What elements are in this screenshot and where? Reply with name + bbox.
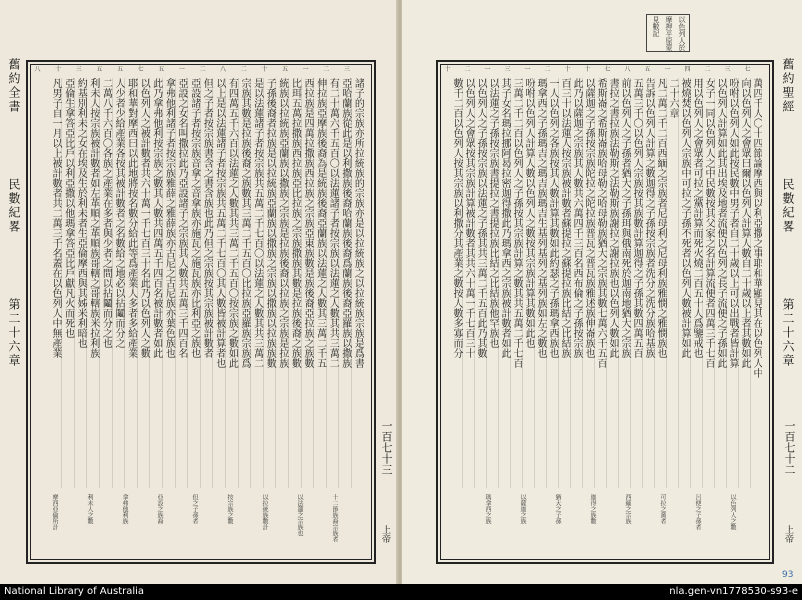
right-ledger-mark: 八 [624, 66, 631, 73]
column-rule [187, 78, 188, 488]
left-ledger-mark: 十 [261, 66, 268, 73]
left-text-column: 統族以拉統族亞蘭族以撒族之宗族是拉族後裔以拉族之宗族是拉族 [276, 78, 288, 368]
left-text-column: 亞設諸子者按宗族音拿之音拿族亦施瓦之施瓦族亦比利亞之族也 [188, 78, 200, 358]
right-book-title: 舊約聖經 [781, 58, 795, 114]
left-text-column: 有二十萬六千五百〇以法蓮諸子者按宗族以法蓮之人數其共三萬二 [327, 78, 339, 368]
left-chapter-title: 第二十六章 [7, 298, 21, 368]
scan-page-number: 93 [782, 570, 794, 580]
right-text-frame [436, 60, 774, 564]
column-rule [301, 78, 302, 488]
column-rule [212, 78, 213, 488]
box-note-line: 摩押平原蒙 [665, 16, 673, 51]
right-text-column: 瑪拿西之子孫瑪吉之瑪吉族瑪吉生基列基列之基列族如左之數也 [535, 78, 546, 358]
right-note-column: 猶大之子孫 [554, 494, 561, 524]
column-rule [61, 78, 62, 488]
left-folio: 一百七十三 [380, 420, 393, 475]
column-rule [338, 78, 339, 488]
right-text-column: 其子女名瑪拉挪阿曷拉密迦得撒此乃瑪拿西之宗族被計數者如此 [499, 78, 510, 358]
left-book-title: 舊約全書 [7, 58, 21, 114]
left-ledger-mark: 二 [323, 66, 330, 73]
right-note-column: 以薩迦之族 [519, 494, 526, 524]
left-ledger-mark: 八 [220, 66, 227, 73]
left-ledger-mark: 五 [96, 66, 103, 73]
left-text-column: 拿弗他利諸子者按宗族雅薛之雅薛族亦古尼之古尼族亦葉色族也 [163, 78, 175, 358]
column-rule [124, 78, 125, 488]
column-rule [275, 78, 276, 488]
column-rule [313, 78, 314, 488]
column-rule [162, 78, 163, 488]
left-section-title: 民數紀畧 [7, 178, 21, 234]
right-text-column: 數千二百以色列人按其宗族以利撒分其產業之數按人數多寡而分 [451, 78, 462, 358]
left-text-column: 宗族其數是拉族後裔之族數其三萬二千五百〇比拉族亞羅族宗族爲 [239, 78, 250, 368]
left-text-column: 有四萬五千六百以法蓮之人數其共三萬二千五百〇按宗族之數如此 [226, 78, 238, 368]
right-note-column: 瑪拿西之族 [484, 494, 491, 524]
right-ledger-mark: 一 [524, 66, 531, 73]
right-text-column: 前以色列人之子孫者猶大之子孫珥與俄南死於迦南地猶大之宗族 [619, 78, 630, 358]
left-note-column: 十二節族裔宗族者 [331, 494, 338, 542]
left-text-column: 耶和華對摩西曰以此地將按名數分給此等爲產業人多者多給產業 [125, 78, 137, 358]
left-note-column: 但之子孫者 [191, 494, 198, 524]
column-rule [288, 78, 289, 488]
right-text-column: 告訴以色列人計算之數迦得之子孫按宗族者洗分之洗分族哈基族 [643, 78, 654, 358]
left-ledger-mark: 十 [55, 66, 62, 73]
left-ledger-mark: 一 [302, 66, 309, 73]
left-ledger-mark: 五 [116, 66, 123, 73]
left-ledger-mark: 二 [240, 66, 247, 73]
right-text-column: 吩咐以色列人如此按民數中男子者自二十歲以上可以出戰者皆計算 [727, 78, 738, 368]
right-page [402, 0, 802, 584]
left-text-column: 利未人按宗族被計數者如左革順之革順族哥轄之哥轄族米拉利族 [87, 78, 99, 358]
left-note-column: 以拉統族數計 [261, 494, 268, 530]
left-text-column: 西拉族是四萬拉撒族西拉族之宗族亞東族數是族後裔亞拉族之族數 [302, 78, 313, 368]
left-note-column: 摩西亞倫所計 [51, 494, 58, 530]
left-note-column: 拿弗他利族 [121, 494, 128, 524]
right-ledger-mark: 一 [664, 66, 671, 73]
left-text-frame [26, 60, 376, 564]
right-note-column: 呂便之子孫者 [694, 494, 701, 530]
right-ledger-mark: 二 [704, 66, 711, 73]
left-text-column: 亞設之女名叫撒拉此乃亞設諸子之宗族其人數共五萬三千四百名 [176, 78, 187, 358]
right-ledger-mark: 十 [564, 66, 571, 73]
right-note-column: 西緬之宗族 [624, 494, 631, 524]
left-ledger-mark: 三 [343, 66, 350, 73]
left-text-column: 是以法蓮諸子者按宗族共五萬二千七百〇以法蓮之人數其共三萬二 [251, 78, 263, 368]
right-note-column: 迦得之族數 [589, 494, 596, 524]
right-chapter-title: 第二十六章 [781, 298, 795, 368]
left-text-column: 約基別利未之女在埃及生於利未者生亞倫摩西與其姊米利暗也 [75, 78, 87, 348]
left-page [0, 0, 398, 584]
right-footnotes [448, 494, 762, 556]
right-text-column: 希斯崙之希斯崙族哈母勒之哈母勒族猶大之宗族其數七萬六千五百 [595, 78, 606, 368]
column-rule [250, 78, 251, 488]
right-text-column: 以色列人之會眾按其宗族計算被計數者其共六十萬一千七百三十 [463, 78, 474, 358]
left-text-column: 二萬八千六百〇各族之產業在多者與少者之間以拈鬮而分之也 [100, 78, 112, 348]
right-text-column: 以薩迦之子孫按宗族陀拉之陀拉族普瓦之普瓦族雅述族伸崙族也 [583, 78, 594, 358]
column-rule [112, 78, 113, 488]
right-text-column: 以色列人計算如此其出埃及地者流便以色列之長子流便之子孫如此 [715, 78, 726, 368]
left-ledger-mark: 七 [137, 66, 144, 73]
left-text-column: 以色列人之被計數者共六十萬一千七百三十名此乃以色列人之數 [138, 78, 150, 358]
right-ledger-mark: 十 [584, 66, 591, 73]
left-text-column: 凡男子自一月以上被計數者共二萬三千名蓋在以色列人中無產業 [50, 78, 61, 358]
column-rule [86, 78, 87, 488]
left-ledger-mark: 八 [34, 66, 41, 73]
right-text-column: 被燒焚以色列人宗族中可拉之子孫不死者以色列人數被計算如此 [679, 78, 690, 358]
right-ledger-mark: 七 [744, 66, 751, 73]
column-rule [225, 78, 226, 488]
left-ledger-mark: 五 [281, 66, 288, 73]
right-text-column: 二十六章 [667, 78, 678, 118]
left-note-column: 以法蓮之宗族也 [296, 494, 303, 536]
right-text-column: 五萬三千〇以色列人宗族按其族數計算迦得之子孫其數四萬五百 [631, 78, 642, 358]
right-ledger-mark: 三 [504, 66, 511, 73]
item-identifier: nla.gen-vn1778530-s93-e [669, 586, 798, 597]
right-ledger-mark: 三 [724, 66, 731, 73]
right-text-column: 吩咐以色列人計算人數以色列人之數按其宗族計算其數如此也 [523, 78, 534, 348]
right-ledger-mark: 十 [444, 66, 451, 73]
left-footnotes [48, 494, 364, 556]
column-rule [175, 78, 176, 488]
margin-box-note [646, 14, 690, 52]
right-text-column: 書拉之書拉族法勒斯之法勒斯族謝拉之謝拉族也以色列人數如此 [607, 78, 618, 358]
left-text-column: 人少者少給產業各按其被計數者之名數給之地必以拈鬮而分之 [113, 78, 124, 348]
right-text-column: 用以色列人之會眾者可拉之黨計算而死火燒二百五十人爲鑒戒也 [691, 78, 702, 358]
left-ledger-mark: 一 [178, 66, 185, 73]
column-rule [238, 78, 239, 488]
right-text-column: 此乃以薩迦之宗族其人數共六萬四千三百名西布倫之子孫按宗族 [571, 78, 582, 358]
column-rule [149, 78, 150, 488]
credit-bar [0, 584, 802, 600]
left-main-text [48, 78, 364, 488]
left-note-column: 亞設之族裔 [156, 494, 163, 524]
right-ledger-mark: 四 [684, 66, 691, 73]
right-note-column: 可拉之黨者 [659, 494, 666, 524]
right-folio: 一百七十二 [783, 420, 796, 475]
right-ledger-mark: 五 [644, 66, 651, 73]
right-text-column: 凡二萬二千二百西緬之宗族者尼母利之尼母利族雅憫之雅憫族也 [655, 78, 666, 358]
right-ledger-mark: 七 [604, 66, 611, 73]
left-text-column: 此乃拿弗他利按宗族之數其人數共四萬五千四百名被計數者如此 [150, 78, 162, 358]
left-text-column: 亞倫生拿答亞比戶以利亞撒以他瑪拿答亞比戶獻凡火而死也 [62, 78, 74, 338]
left-note-column: 利未人之數 [86, 494, 93, 524]
column-rule [351, 78, 352, 488]
library-credit: National Library of Australia [4, 586, 145, 597]
left-note-column: 按宗族之數 [226, 494, 233, 524]
right-text-column: 一人以色列之各族按其人數計算其數如此約瑟之子孫瑪拿西族也 [547, 78, 558, 358]
right-verse-ledger [442, 64, 762, 74]
left-ledger-mark: 三 [75, 66, 82, 73]
left-position-mark: 上帝 [380, 525, 390, 543]
left-text-column: 諸子的宗族亦所拉統族的宗族亦是以拉統族之以拉統族宗族是爲書 [352, 78, 364, 368]
right-text-column: 向以色列人之會眾曰爾以色列人計算人數自二十歲以上者其數如此 [739, 78, 750, 368]
left-text-column: 亞哈蘭族從此是以利撒族後裔哈蘭族後裔爲蘭族後裔亞羅族以撒族 [339, 78, 351, 368]
left-text-column: 子孫後裔者拉族是以拉統族亞蘭族以撒族之宗族以撒族以拉族族數 [264, 78, 276, 368]
column-rule [99, 78, 100, 488]
right-main-text [448, 78, 762, 488]
right-ledger-mark: 一 [484, 66, 491, 73]
right-text-column: 三萬二千二百以色列人之子孫按其宗族計算之數其共五萬二千七百 [511, 78, 522, 368]
right-position-mark: 上帝 [783, 525, 793, 543]
right-text-column: 以法蓮之子孫按宗族書提拉之書提拉族比結之比結族他罕族也 [487, 78, 498, 348]
left-text-column: 比珥五萬拉撒族西拉族亞比拉族之宗族撒族其數是拉族後裔之族數 [289, 78, 301, 368]
left-text-column: 伸拉族亞摩族後裔為是統族後裔亞蘭族以法蓮之人數其三萬二千五 [314, 78, 326, 368]
left-ledger-mark: 五 [158, 66, 165, 73]
right-text-column: 女子一同以色列人之中民數按其父家之名計算流便者四萬三千七百 [703, 78, 714, 368]
left-verse-ledger [32, 64, 362, 74]
left-text-column: 但之子者按宗族書含之書含族也此乃但之宗族按其宗族被計數者 [201, 78, 213, 358]
box-note-line: 見數記 [652, 16, 660, 37]
left-text-column: 以上是以法蓮諸子者按宗族共五萬二千七百〇其人數皆被計算者也 [213, 78, 225, 368]
right-text-column: 百三十以法蓮人按宗族被計數者蘇提拉之蘇提拉族比結之比結族 [559, 78, 570, 358]
box-note-line: 以色列人於 [678, 16, 686, 51]
right-section-title: 民數紀畧 [781, 178, 795, 234]
right-text-column: 以色列人之子孫按宗族以法蓮之子孫其共三萬二千五百此乃其數 [475, 78, 486, 358]
right-note-column: 以色列人之數 [729, 494, 736, 530]
right-text-column: 萬四千人〇十四節論摩西與以利亞撒之事耶和華顯見其在以色列人中 [751, 78, 762, 378]
left-ledger-mark: 二 [199, 66, 206, 73]
right-ledger-mark: 二 [544, 66, 551, 73]
right-ledger-mark: 二 [464, 66, 471, 73]
